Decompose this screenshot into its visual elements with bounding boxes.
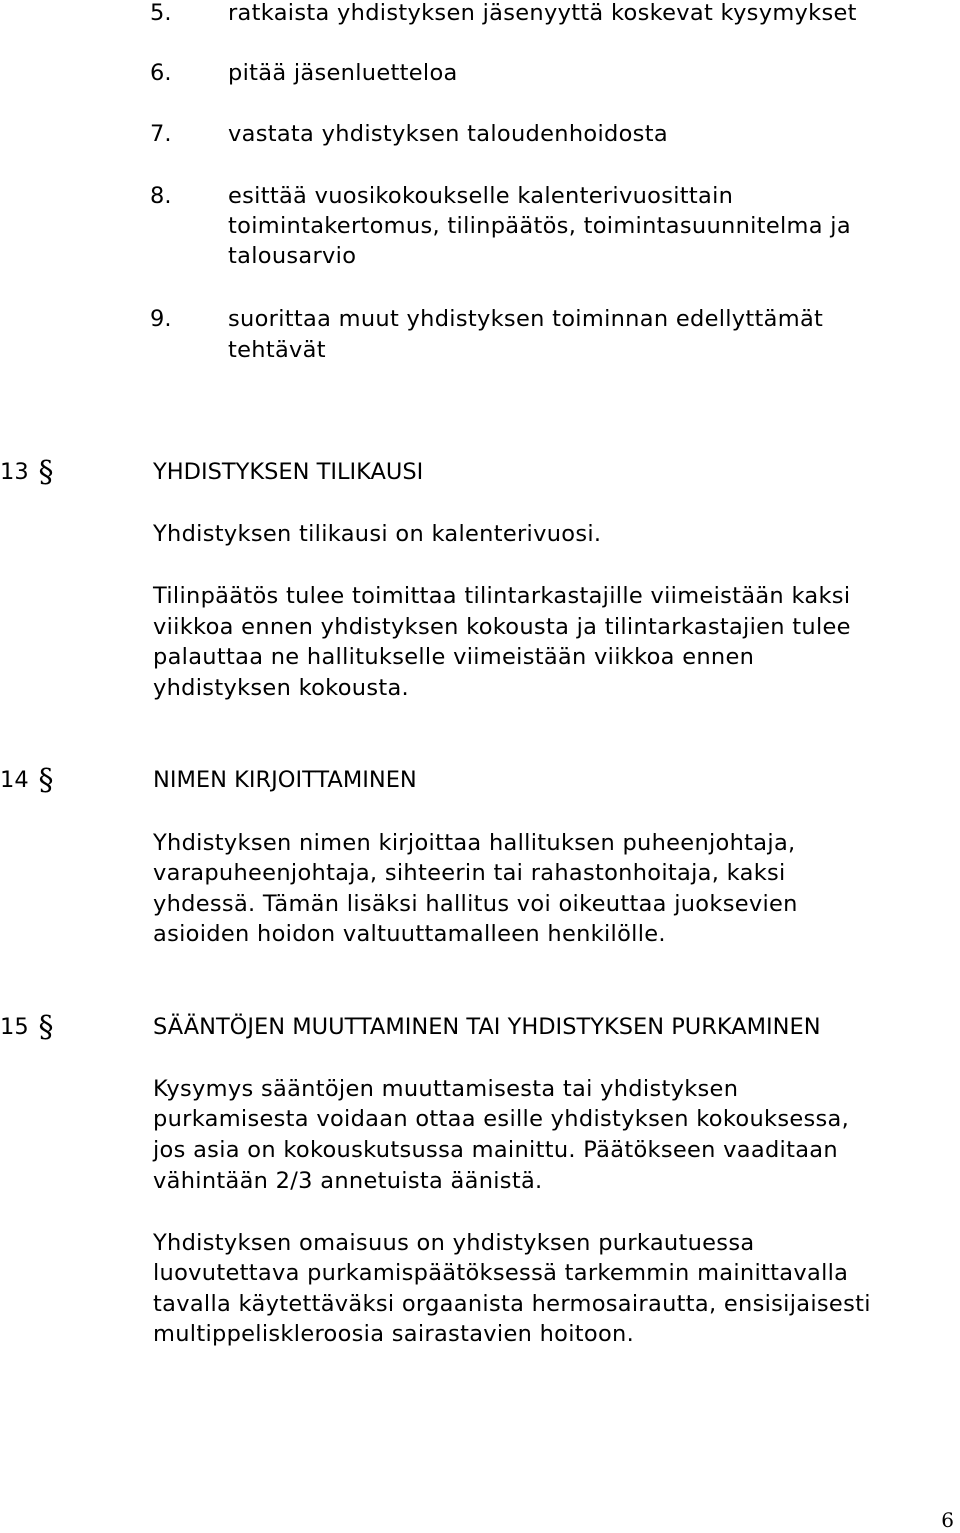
paragraph-line: jos asia on kokouskutsussa mainittu. Päätökseen vaaditaan [153, 1137, 838, 1163]
list-item-text: tehtävät [228, 337, 326, 363]
section-number: 13 [0, 459, 29, 485]
paragraph-line: tavalla käytettäväksi orgaanista hermosairautta, ensisijaisesti [153, 1291, 871, 1317]
list-item-text: pitää jäsenluetteloa [228, 60, 458, 86]
section-title: SÄÄNTÖJEN MUUTTAMINEN TAI YHDISTYKSEN PURKAMINEN [153, 1014, 821, 1040]
section-number: 15 [0, 1014, 29, 1040]
section-sign-icon: § [38, 455, 54, 490]
list-number: 9. [150, 306, 172, 332]
paragraph-line: yhdistyksen kokousta. [153, 675, 410, 701]
list-item-text: toimintakertomus, tilinpäätös, toimintasuunnitelma ja [228, 213, 851, 239]
paragraph-line: yhdessä. Tämän lisäksi hallitus voi oikeuttaa juoksevien [153, 891, 798, 917]
paragraph-line: varapuheenjohtaja, sihteerin tai rahastonhoitaja, kaksi [153, 860, 786, 886]
paragraph-line: Kysymys sääntöjen muuttamisesta tai yhdistyksen [153, 1076, 739, 1102]
list-number: 7. [150, 121, 172, 147]
list-number: 6. [150, 60, 172, 86]
paragraph-line: Tilinpäätös tulee toimittaa tilintarkastajille viimeistään kaksi [153, 583, 851, 609]
paragraph-line: Yhdistyksen tilikausi on kalenterivuosi. [153, 521, 602, 547]
paragraph-line: multippeliskleroosia sairastavien hoitoon. [153, 1321, 635, 1347]
page-number: 6 [941, 1508, 954, 1532]
section-title: NIMEN KIRJOITTAMINEN [153, 767, 417, 793]
paragraph-line: vähintään 2/3 annetuista äänistä. [153, 1168, 543, 1194]
paragraph-line: luovutettava purkamispäätöksessä tarkemmin mainittavalla [153, 1260, 849, 1286]
list-item-text: esittää vuosikokoukselle kalenterivuosittain [228, 183, 734, 209]
list-number: 5. [150, 0, 172, 26]
list-item-text: talousarvio [228, 243, 357, 269]
section-title: YHDISTYKSEN TILIKAUSI [153, 459, 424, 485]
section-number: 14 [0, 767, 29, 793]
paragraph-line: purkamisesta voidaan ottaa esille yhdistyksen kokouksessa, [153, 1106, 850, 1132]
section-sign-icon: § [38, 763, 54, 798]
list-item-text: vastata yhdistyksen taloudenhoidosta [228, 121, 668, 147]
paragraph-line: viikkoa ennen yhdistyksen kokousta ja tilintarkastajien tulee [153, 614, 851, 640]
paragraph-line: Yhdistyksen nimen kirjoittaa hallituksen puheenjohtaja, [153, 830, 796, 856]
paragraph-line: Yhdistyksen omaisuus on yhdistyksen purkautuessa [153, 1230, 755, 1256]
paragraph-line: palauttaa ne hallitukselle viimeistään viikkoa ennen [153, 644, 755, 670]
paragraph-line: asioiden hoidon valtuuttamalleen henkilölle. [153, 921, 666, 947]
list-number: 8. [150, 183, 172, 209]
list-item-text: ratkaista yhdistyksen jäsenyyttä koskevat kysymykset [228, 0, 857, 26]
section-sign-icon: § [38, 1010, 54, 1045]
list-item-text: suorittaa muut yhdistyksen toiminnan edellyttämät [228, 306, 824, 332]
